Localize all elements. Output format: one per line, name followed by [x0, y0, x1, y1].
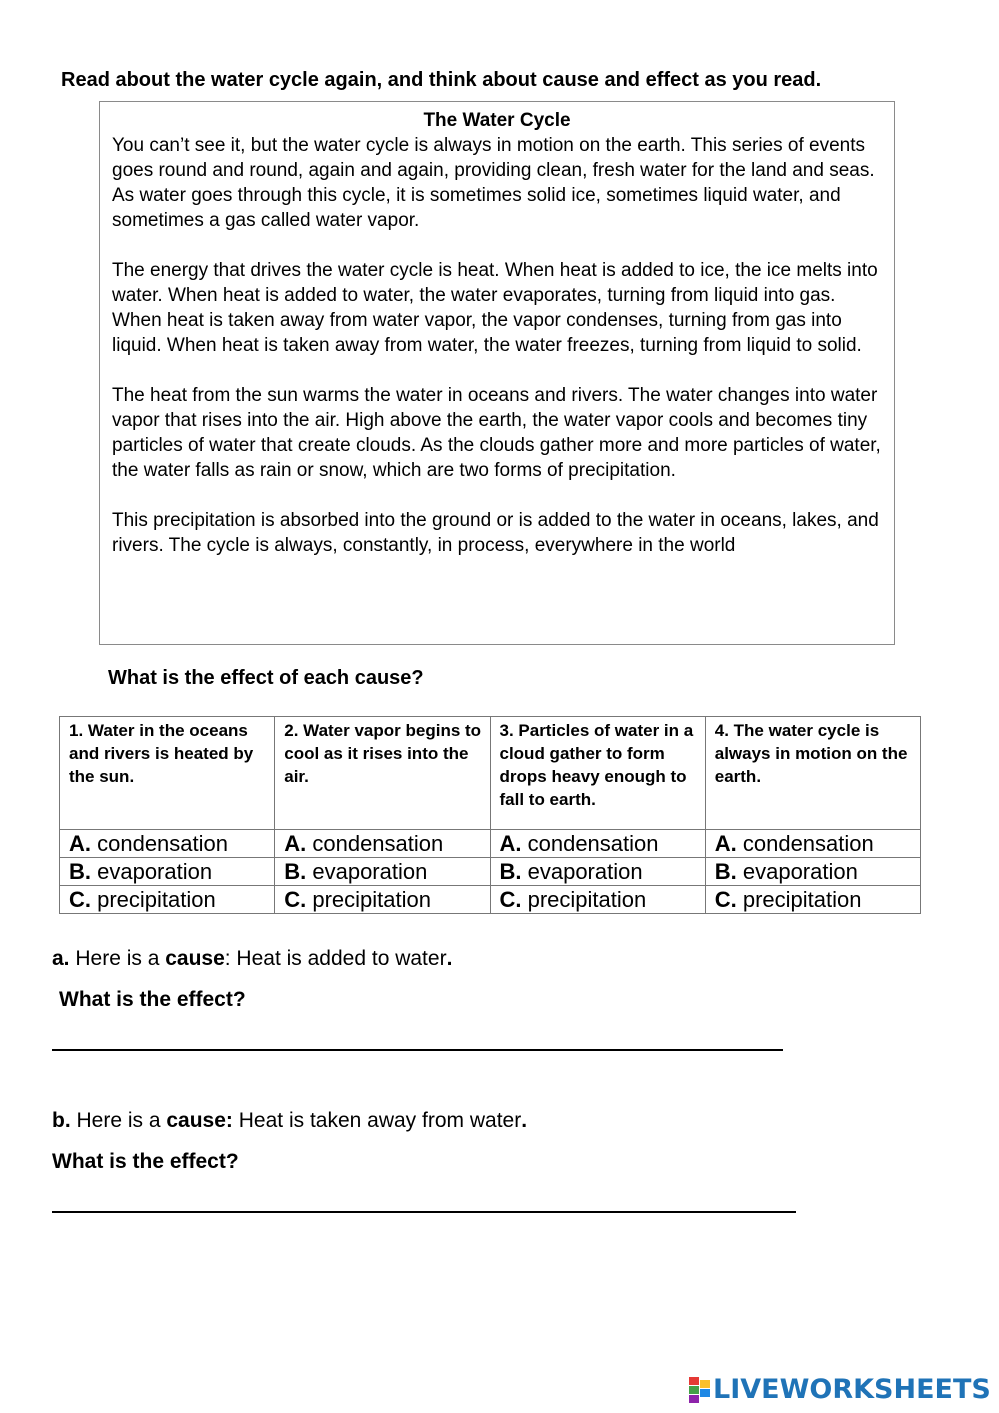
question-b-cause: b. Here is a cause: Heat is taken away from water. [52, 1109, 528, 1132]
logo-blocks-icon [689, 1377, 711, 1403]
cause-cell: 2. Water vapor begins to cool as it rises into the air. [275, 717, 490, 830]
option-cell[interactable]: A. condensation [705, 830, 920, 858]
option-cell[interactable]: B. evaporation [60, 858, 275, 886]
option-cell[interactable]: A. condensation [275, 830, 490, 858]
cause-cell: 4. The water cycle is always in motion on the earth. [705, 717, 920, 830]
option-cell[interactable]: C. precipitation [275, 886, 490, 914]
option-cell[interactable]: A. condensation [60, 830, 275, 858]
option-cell[interactable]: A. condensation [490, 830, 705, 858]
passage-paragraph: You can’t see it, but the water cycle is always in motion on the earth. This series of events goes round and round, again and again, providing clean, fresh water for the land and seas. As water goes through this cycle, it is sometimes solid ice, sometimes liquid water, and sometimes a gas called water vapor. [112, 135, 875, 231]
option-row-c [60, 886, 921, 914]
passage-paragraph: The heat from the sun warms the water in oceans and rivers. The water changes into water vapor that rises into the air. High above the earth, the water vapor cools and becomes tiny particles of water that create clouds. As the clouds gather more and more particles of water, the water falls as rain or snow, which are two forms of precipitation. [112, 385, 881, 481]
passage-title: The Water Cycle [423, 110, 571, 131]
logo-text: LIVEWORKSHEETS [713, 1374, 991, 1405]
option-row-b [60, 858, 921, 886]
passage-paragraph: This precipitation is absorbed into the ground or is added to the water in oceans, lakes, and rivers. The cycle is always, constantly, in process, everywhere in the world [112, 510, 879, 556]
cause-cell: 3. Particles of water in a cloud gather to form drops heavy enough to fall to earth. [490, 717, 705, 830]
passage-box [99, 101, 895, 645]
option-cell[interactable]: C. precipitation [60, 886, 275, 914]
option-cell[interactable]: C. precipitation [490, 886, 705, 914]
liveworksheets-logo [689, 1374, 991, 1406]
option-cell[interactable]: B. evaporation [275, 858, 490, 886]
option-row-a [60, 830, 921, 858]
question-a-ask: What is the effect? [59, 988, 246, 1011]
option-cell[interactable]: B. evaporation [705, 858, 920, 886]
question-b-ask: What is the effect? [52, 1150, 239, 1173]
cause-row [60, 717, 921, 830]
question-a-cause: a. Here is a cause: Heat is added to water. [52, 947, 453, 970]
answer-line-a[interactable] [52, 1049, 783, 1051]
effect-question-heading: What is the effect of each cause? [108, 667, 424, 689]
passage-paragraph: The energy that drives the water cycle is heat. When heat is added to ice, the ice melts into water. When heat is added to water, the water evaporates, turning from liquid into gas. When heat is taken away from water vapor, the vapor condenses, turning from gas into liquid. When heat is taken away from water, the water freezes, turning from liquid to solid. [112, 260, 878, 356]
option-cell[interactable]: C. precipitation [705, 886, 920, 914]
option-cell[interactable]: B. evaporation [490, 858, 705, 886]
cause-cell: 1. Water in the oceans and rivers is heated by the sun. [60, 717, 275, 830]
instruction-heading: Read about the water cycle again, and think about cause and effect as you read. [61, 69, 822, 91]
cause-effect-table [59, 716, 921, 914]
answer-line-b[interactable] [52, 1211, 796, 1213]
